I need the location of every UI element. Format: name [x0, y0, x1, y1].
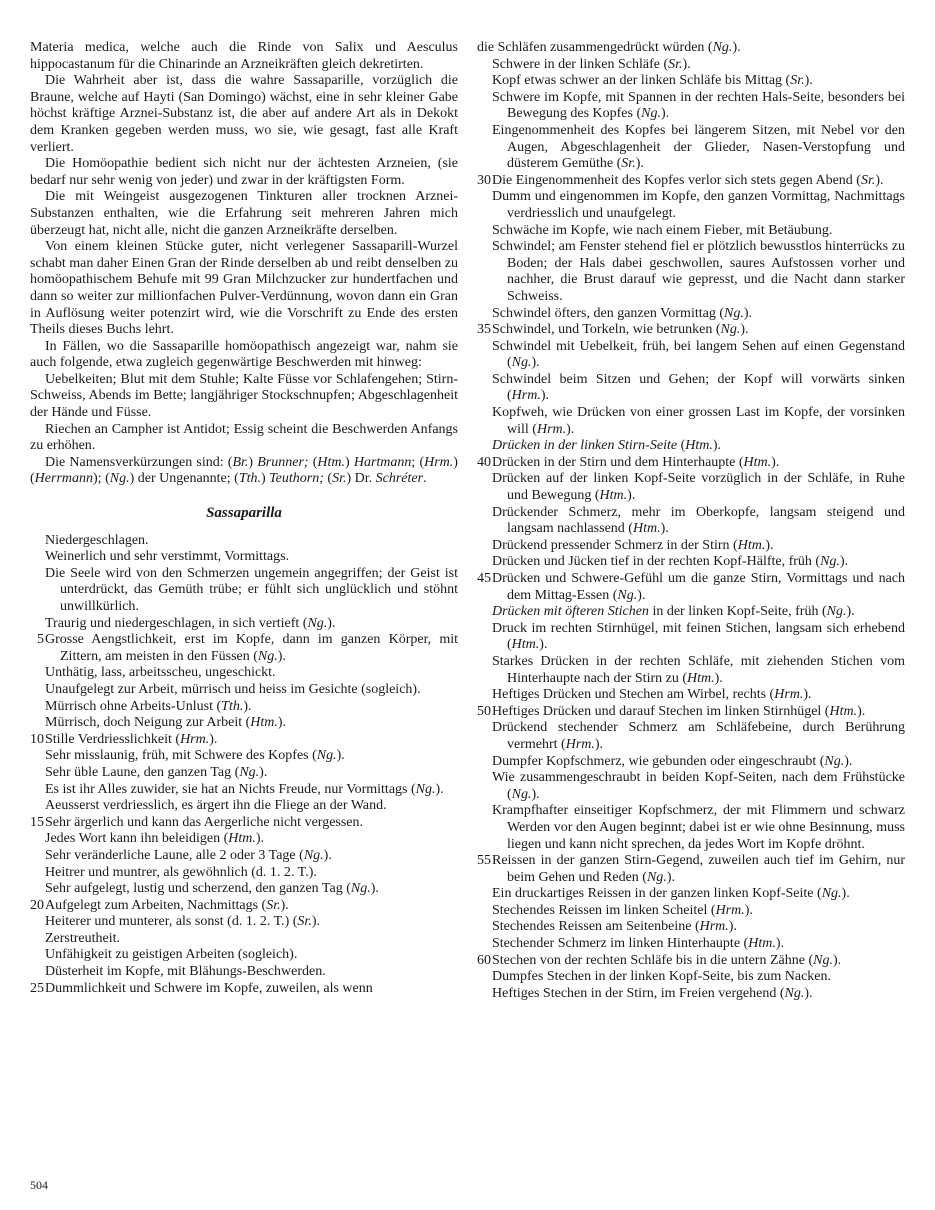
symptom-text: Krampfhafter einseitiger Kopfschmerz, der mit Flimmern und schwarz Werden vor den Augen beginnt; dabei ist er wie ohne Besinnung, muss liegen und kann nicht sprechen, da jedes Wort im Kopfe dröhnt. [492, 803, 905, 852]
symptom-text: Reissen in der ganzen Stirn-Gegend, zuweilen auch tief im Gehirn, nur beim Gehen und Reden (Ng.). [492, 853, 905, 885]
symptom-text: Kopfweh, wie Drücken von einer grossen Last im Kopfe, der vorsinken will (Hrm.). [492, 405, 905, 437]
symptom-item [477, 554, 905, 571]
symptom-text: Grosse Aengstlichkeit, erst im Kopfe, dann im ganzen Körper, mit Zittern, am meisten in den Füssen (Ng.). [45, 632, 458, 664]
symptom-text: Schwere in der linken Schläfe (Sr.). [492, 56, 691, 72]
symptom-item [477, 239, 905, 305]
symptom-item [477, 986, 905, 1003]
symptom-text: Sehr ärgerlich und kann das Aergerliche nicht vergessen. [45, 814, 364, 830]
symptom-text: Unaufgelegt zur Arbeit, mürrisch und heiss im Gesichte (sogleich). [45, 681, 421, 697]
symptom-text: Wie zusammengeschraubt in beiden Kopf-Seiten, nach dem Frühstücke (Ng.). [492, 770, 905, 802]
symptom-text: Die Eingenommenheit des Kopfes verlor sich stets gegen Abend (Sr.). [492, 172, 884, 188]
symptom-number: 5 [37, 632, 44, 648]
symptom-text: Drückend pressender Schmerz in der Stirn (Htm.). [492, 537, 774, 553]
symptom-item [477, 455, 905, 472]
symptom-item [477, 571, 905, 604]
symptom-number: 10 [30, 731, 44, 747]
symptom-item [30, 533, 458, 550]
symptom-item [477, 754, 905, 771]
symptom-number: 35 [477, 322, 491, 338]
symptom-item [30, 566, 458, 616]
symptom-item [477, 886, 905, 903]
symptom-item [30, 715, 458, 732]
right-column [477, 40, 905, 1002]
symptom-text: Unthätig, lass, arbeitsscheu, ungeschickt. [45, 665, 276, 681]
symptom-item [30, 981, 458, 998]
symptom-item [477, 73, 905, 90]
symptom-item [477, 621, 905, 654]
symptom-text: Sehr aufgelegt, lustig und scherzend, den ganzen Tag (Ng.). [45, 881, 379, 897]
symptom-item [30, 748, 458, 765]
symptom-text: Drücken in der linken Stirn-Seite (Htm.). [492, 438, 722, 454]
symptom-text: Schwindel, und Torkeln, wie betrunken (Ng.). [492, 322, 749, 338]
symptom-text: Drücken auf der linken Kopf-Seite vorzüglich in der Schläfe, in Ruhe und Bewegung (Htm.). [492, 471, 905, 504]
paragraph: Materia medica, welche auch die Rinde von Salix und Aesculus hippocastanum für die Chinarinde an Arzneikräften gleich dekretirten. [30, 40, 458, 72]
symptom-text: Niedergeschlagen. [45, 532, 149, 548]
symptom-item [30, 881, 458, 898]
intro-paragraphs [30, 40, 458, 488]
symptom-number: 20 [30, 897, 44, 913]
symptom-text: Zerstreutheit. [45, 930, 121, 946]
symptom-item [477, 953, 905, 970]
symptom-text: Jedes Wort kann ihn beleidigen (Htm.). [45, 831, 265, 847]
symptom-item [477, 90, 905, 123]
symptom-text: Schwindel beim Sitzen und Gehen; der Kopf will vorwärts sinken (Hrm.). [492, 371, 905, 404]
symptom-number: 60 [477, 952, 491, 968]
page-number: 504 [30, 1178, 48, 1193]
symptom-text: Drückend stechender Schmerz am Schläfebeine, durch Berührung vermehrt (Hrm.). [492, 720, 905, 752]
symptom-text: Schwindel; am Fenster stehend fiel er plötzlich bewusstlos hinterrücks zu Boden; der Hals dabei geschwollen, saures Aufstossen vorher und nachher, die Brust darauf wie gepresst, und die Nacht dann starker Schweiss. [492, 239, 905, 304]
symptom-item [477, 903, 905, 920]
symptom-text: Schwäche im Kopfe, wie nach einem Fieber, mit Betäubung. [492, 222, 833, 238]
symptom-item [477, 322, 905, 339]
symptom-item [30, 831, 458, 848]
symptom-item [477, 173, 905, 190]
symptom-item [477, 471, 905, 504]
symptom-text: Eingenommenheit des Kopfes bei längerem Sitzen, mit Nebel vor den Augen, Abgeschlagenheit der Glieder, Nasen-Verstopfung und düsterem Gemüthe (Sr.). [492, 122, 905, 172]
symptom-text: Düsterheit im Kopfe, mit Blähungs-Beschwerden. [45, 964, 326, 980]
symptom-text: Traurig und niedergeschlagen, in sich vertieft (Ng.). [45, 615, 336, 631]
symptom-text: Die Seele wird von den Schmerzen ungemein angegriffen; der Geist ist unterdrückt, das Gemüth trübe; er fühlt sich unglücklich und stöhnt unwillkürlich. [45, 565, 458, 614]
symptom-list-left [30, 533, 458, 998]
symptom-item [477, 223, 905, 240]
paragraph: In Fällen, wo die Sassaparille homöopathisch angezeigt war, nahm sie auch folgende, etwa zugleich gegenwärtige Beschwerden mit hinweg: [30, 338, 458, 371]
symptom-text: Drücken mit öfteren Stichen in der linken Kopf-Seite, früh (Ng.). [492, 604, 855, 620]
symptom-item [30, 914, 458, 931]
two-column-layout [30, 40, 905, 1002]
symptom-item [30, 898, 458, 915]
symptom-item [30, 616, 458, 633]
symptom-text: Dumm und eingenommen im Kopfe, den ganzen Vormittag, Nachmittags verdriesslich und unaufgelegt. [492, 189, 905, 221]
symptom-text: Schwindel mit Uebelkeit, früh, bei langem Sehen auf einen Gegenstand (Ng.). [492, 338, 905, 371]
symptom-text: Stechender Schmerz im linken Hinterhaupte (Htm.). [492, 936, 784, 952]
symptom-text: Schwindel öfters, den ganzen Vormittag (Ng.). [492, 305, 752, 321]
symptom-list-right [477, 40, 905, 1002]
symptom-item [30, 798, 458, 815]
symptom-text: Weinerlich und sehr verstimmt, Vormittags. [45, 549, 290, 565]
symptom-text: Dumpfes Stechen in der linken Kopf-Seite, bis zum Nacken. [492, 969, 832, 985]
symptom-text: Heftiges Drücken und Stechen am Wirbel, rechts (Hrm.). [492, 687, 812, 703]
symptom-text: Heftiges Stechen in der Stirn, im Freien vergehend (Ng.). [492, 985, 813, 1001]
symptom-item [30, 848, 458, 865]
symptom-text: Dummlichkeit und Schwere im Kopfe, zuweilen, als wenn [45, 980, 373, 996]
paragraph: Uebelkeiten; Blut mit dem Stuhle; Kalte Füsse vor Schlafengehen; Stirn-Schweiss, Abends im Bette; langjähriger Stockschnupfen; Abgeschlagenheit der Hände und Füsse. [30, 371, 458, 421]
symptom-item [477, 538, 905, 555]
symptom-item [30, 765, 458, 782]
symptom-item [30, 549, 458, 566]
section-heading: Sassaparilla [206, 505, 282, 522]
symptom-item [477, 969, 905, 986]
symptom-text: Schwere im Kopfe, mit Spannen in der rechten Hals-Seite, besonders bei Bewegung des Kopfes (Ng.). [492, 89, 905, 122]
paragraph: Die mit Weingeist ausgezogenen Tinkturen aller trocknen Arznei-Substanzen enthalten, wie die Erfahrung seit mehreren Jahren mich überzeugt hat, nicht alle, nicht die ganzen Arzneikräfte derselben. [30, 189, 458, 238]
symptom-text: Heiterer und munterer, als sonst (d. 1. 2. T.) (Sr.). [45, 914, 320, 930]
symptom-text: Drücken und Schwere-Gefühl um die ganze Stirn, Vormittags und nach dem Mittag-Essen (Ng.). [492, 571, 905, 603]
symptom-number: 30 [477, 172, 491, 188]
symptom-item [30, 699, 458, 716]
symptom-item [477, 306, 905, 323]
symptom-text: Dumpfer Kopfschmerz, wie gebunden oder eingeschraubt (Ng.). [492, 753, 853, 769]
symptom-item [30, 964, 458, 981]
paragraph: Von einem kleinen Stücke guter, nicht verlegener Sassaparill-Wurzel schabt man daher Einen Gran der Rinde derselben ab und reibt denselben zu homöopathischem Behufe mit 99 Gran Milchzucker zur hundertfachen und dann so weiter zur millionfachen Pulver-Verdünnung, wovon dann ein Gran in Auflösung weiter potenzirt wird, wie die Vorschrift zu Ende des ersten Theils dieses Buchs lehrt. [30, 239, 458, 338]
symptom-text: Druck im rechten Stirnhügel, mit feinen Stichen, langsam sich erhebend (Htm.). [492, 620, 905, 653]
paragraph: Die Namensverkürzungen sind: (Br.) Brunner; (Htm.) Hartmann; (Hrm.) (Herrmann); (Ng.) der Ungenannte; (Tth.) Teuthorn; (Sr.) Dr. Schréter. [30, 454, 458, 487]
symptom-number: 45 [477, 571, 491, 586]
symptom-text: Ein druckartiges Reissen in der ganzen linken Kopf-Seite (Ng.). [492, 886, 850, 902]
symptom-item [30, 732, 458, 749]
symptom-item [477, 853, 905, 886]
symptom-item [477, 803, 905, 853]
symptom-text: Heitrer und muntrer, als gewöhnlich (d. 1. 2. T.). [45, 864, 317, 880]
symptom-item [30, 682, 458, 699]
symptom-item [30, 632, 458, 665]
symptom-item [30, 931, 458, 948]
left-column [30, 40, 458, 1002]
symptom-item [30, 782, 458, 799]
paragraph: Die Wahrheit aber ist, dass die wahre Sassaparille, vorzüglich die Braune, welche auf Hayti (San Domingo) wächst, eine in sehr kleiner Gabe höchst kräftige Arznei-Substanz ist, die aber auf andere Art als in Dekokt dem Kranken gegeben werden muss, wo sie, wie gesagt, fast alle Kraft verliert. [30, 73, 458, 155]
symptom-text: Drücken in der Stirn und dem Hinterhaupte (Htm.). [492, 454, 780, 470]
symptom-text: Kopf etwas schwer an der linken Schläfe bis Mittag (Sr.). [492, 73, 813, 89]
symptom-text: Stechen von der rechten Schläfe bis in die untern Zähne (Ng.). [492, 952, 842, 968]
symptom-item [30, 815, 458, 832]
symptom-number: 55 [477, 853, 491, 869]
symptom-text: die Schläfen zusammengedrückt würden (Ng.). [477, 40, 741, 55]
symptom-item [477, 919, 905, 936]
symptom-item [477, 40, 905, 57]
symptom-text: Sehr üble Laune, den ganzen Tag (Ng.). [45, 764, 268, 780]
symptom-item [477, 604, 905, 621]
symptom-number: 50 [477, 703, 491, 719]
paragraph: Riechen an Campher ist Antidot; Essig scheint die Beschwerden Anfangs zu erhöhen. [30, 421, 458, 454]
symptom-text: Drückender Schmerz, mehr im Oberkopfe, langsam steigend und langsam nachlassend (Htm.). [492, 504, 905, 537]
symptom-item [477, 438, 905, 455]
symptom-item [30, 865, 458, 882]
symptom-text: Stechendes Reissen am Seitenbeine (Hrm.). [492, 919, 737, 935]
symptom-item [477, 936, 905, 953]
symptom-text: Heftiges Drücken und darauf Stechen im linken Stirnhügel (Htm.). [492, 703, 866, 719]
symptom-text: Stille Verdriesslichkeit (Hrm.). [45, 731, 218, 747]
symptom-item [477, 704, 905, 721]
symptom-text: Aeusserst verdriesslich, es ärgert ihn die Fliege an der Wand. [45, 798, 387, 814]
symptom-text: Starkes Drücken in der rechten Schläfe, mit ziehenden Stichen vom Hinterhaupte nach der Stirn zu (Htm.). [492, 653, 905, 686]
symptom-item [477, 654, 905, 687]
symptom-item [477, 123, 905, 173]
symptom-text: Mürrisch, doch Neigung zur Arbeit (Htm.). [45, 715, 287, 731]
symptom-item [477, 770, 905, 803]
symptom-item [477, 687, 905, 704]
symptom-number: 40 [477, 454, 491, 470]
symptom-item [477, 405, 905, 438]
symptom-number: 15 [30, 814, 44, 830]
symptom-text: Unfähigkeit zu geistigen Arbeiten (sogleich). [45, 947, 298, 963]
symptom-item [477, 720, 905, 753]
symptom-number: 25 [30, 980, 44, 996]
symptom-text: Aufgelegt zum Arbeiten, Nachmittags (Sr.). [45, 897, 289, 913]
symptom-item [477, 505, 905, 538]
symptom-item [477, 372, 905, 405]
paragraph: Die Homöopathie bedient sich nicht nur der ächtesten Arzneien, (sie bedarf nur sehr wenig von jeder) und zwar in der kräftigsten Form. [30, 156, 458, 188]
symptom-text: Sehr misslaunig, früh, mit Schwere des Kopfes (Ng.). [45, 748, 345, 764]
symptom-item [30, 947, 458, 964]
symptom-item [30, 665, 458, 682]
symptom-text: Sehr veränderliche Laune, alle 2 oder 3 Tage (Ng.). [45, 847, 332, 863]
symptom-text: Es ist ihr Alles zuwider, sie hat an Nichts Freude, nur Vormittags (Ng.). [45, 781, 444, 797]
symptom-text: Drücken und Jücken tief in der rechten Kopf-Hälfte, früh (Ng.). [492, 554, 849, 570]
symptom-text: Stechendes Reissen im linken Scheitel (Hrm.). [492, 902, 753, 918]
symptom-item [477, 339, 905, 372]
symptom-item [477, 189, 905, 222]
symptom-item [477, 57, 905, 74]
symptom-text: Mürrisch ohne Arbeits-Unlust (Tth.). [45, 698, 252, 714]
